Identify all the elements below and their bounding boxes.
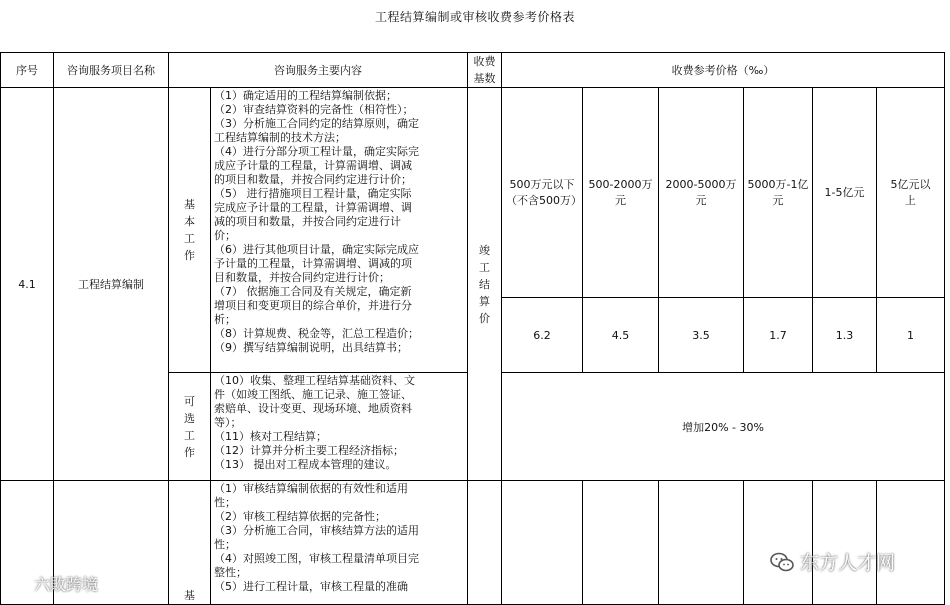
row-4-2-cell xyxy=(583,481,659,605)
rate-cell: 1 xyxy=(877,298,945,373)
basic-work-label: 基本工作 xyxy=(169,88,211,373)
fee-reference-table xyxy=(0,52,945,605)
tier-cell: 500万元以下（不含500万） xyxy=(502,88,583,298)
row-4-2-items: （1）审核结算编制依据的有效性和适用 性； （2）审核工程结算依据的完备性； （3）分析施工合同，审核结算方法的适用 性； （4）对照竣工图，审核工程量清单项目完 整性； （5）进行工程计量，审核工程量的准确 xyxy=(211,481,468,605)
optional-work-items: （10）收集、整理工程结算基础资料、文 件（如竣工图纸、施工记录、施工签证、 索赔单、设计变更、现场环境、地质资料 等）； （11）核对工程结算； （12）计算并分析主要工程经济指标； （13） 提出对工程成本管理的建议。 xyxy=(211,373,468,481)
header-price: 收费参考价格（‰） xyxy=(502,53,945,88)
basic-work-items: （1）确定适用的工程结算编制依据； （2）审查结算资料的完备性（相符性）； （3）分析施工合同约定的结算原则，确定 工程结算编制的技术方法； （4）进行分部分项工程计量，确定实际完 成应予计量的工程量，计算需调增、调减 的项目和数量，并按合同约定进行计价； （5） 进行措施项目工程计量，确定实际 完成应予计量的工程量，计算需调增、调 减的项目和数量，并按合同约定进行计 价； （6）进行其他项目计量，确定实际完成应 予计量的工程量，计算需调增、调减的项 目和数量，并按合同约定进行计价； （7） 依据施工合同及有关规定，确定新 增项目和变更项目的综合单价，并进行分 析； （8）计算规费、税金等，汇总工程造价； （9）撰写结算编制说明，出具结算书； xyxy=(211,88,468,373)
header-basis: 收费基数 xyxy=(468,53,502,88)
table-row xyxy=(1,481,945,605)
wechat-icon xyxy=(770,552,794,572)
tier-cell: 500-2000万元 xyxy=(583,88,659,298)
row-4-2-cell xyxy=(744,481,813,605)
tier-cell: 5亿元以上 xyxy=(877,88,945,298)
tier-cell: 5000万-1亿元 xyxy=(744,88,813,298)
row-4-2-basic-label: 基 xyxy=(169,481,211,605)
watermark-left-text: 六敗跨境 xyxy=(34,577,99,594)
row-4-1-name: 工程结算编制 xyxy=(54,88,169,481)
optional-rate: 增加20% - 30% xyxy=(502,373,945,481)
rate-cell: 1.7 xyxy=(744,298,813,373)
tier-cell: 2000-5000万元 xyxy=(659,88,744,298)
rate-cell: 1.3 xyxy=(813,298,877,373)
tier-cell: 1-5亿元 xyxy=(813,88,877,298)
watermark-right xyxy=(770,548,895,575)
camera-icon xyxy=(8,575,30,593)
row-4-2-cell xyxy=(877,481,945,605)
row-4-1-seq: 4.1 xyxy=(1,88,54,481)
watermark-right-text: 东方人才网 xyxy=(800,553,896,574)
rate-cell: 6.2 xyxy=(502,298,583,373)
watermark-left xyxy=(8,572,98,595)
table-row xyxy=(1,88,945,298)
header-seq: 序号 xyxy=(1,53,54,88)
row-4-2-cell xyxy=(659,481,744,605)
optional-work-label: 可选工作 xyxy=(169,373,211,481)
row-4-2-cell xyxy=(502,481,583,605)
header-row xyxy=(1,53,945,88)
row-4-2-cell xyxy=(813,481,877,605)
header-content: 咨询服务主要内容 xyxy=(169,53,468,88)
row-4-1-basis: 竣工结算价 xyxy=(468,88,502,481)
rate-cell: 4.5 xyxy=(583,298,659,373)
table-title: 工程结算编制或审核收费参考价格表 xyxy=(374,10,575,24)
row-4-2-basis xyxy=(468,481,502,605)
header-project-name: 咨询服务项目名称 xyxy=(54,53,169,88)
rate-cell: 3.5 xyxy=(659,298,744,373)
